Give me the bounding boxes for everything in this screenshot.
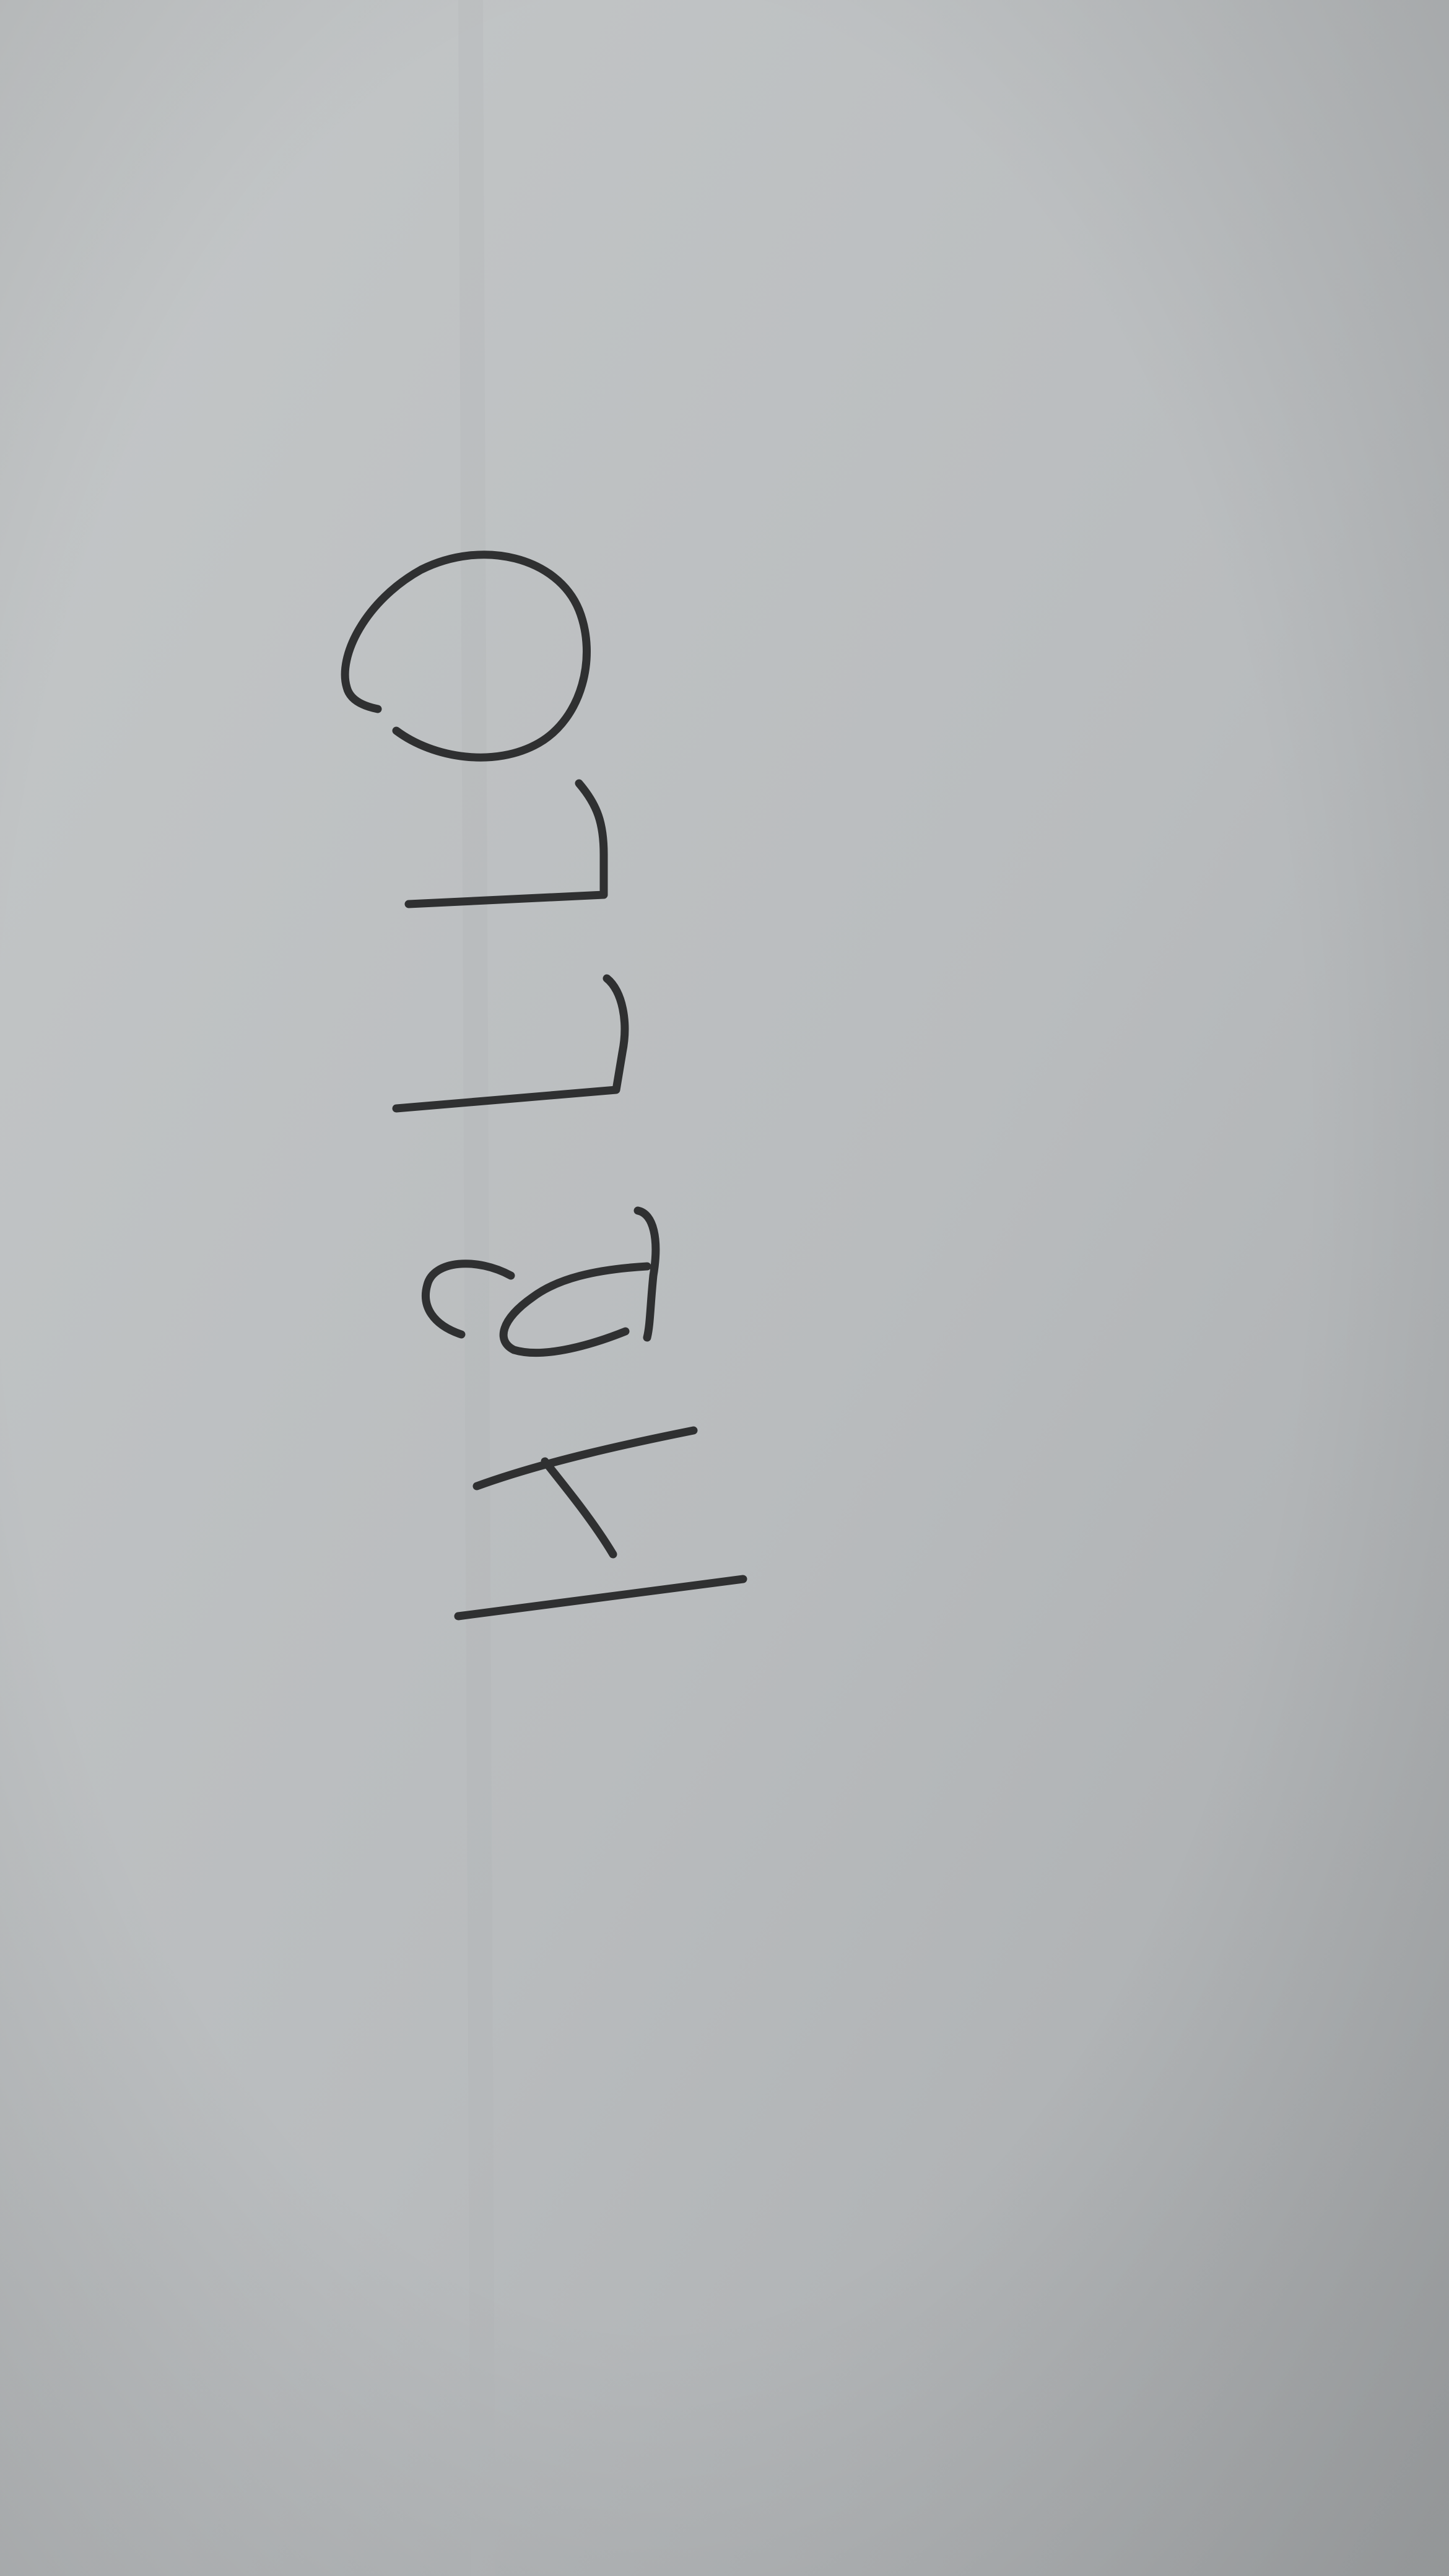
letter-l1-stroke: [409, 783, 604, 904]
handwritten-word-text: [0, 0, 1, 1]
letter-o-stroke: [345, 555, 586, 757]
letter-h-stroke: [458, 1430, 743, 1616]
letter-l2-stroke: [396, 978, 625, 1108]
letter-e-stroke: [425, 1211, 655, 1353]
